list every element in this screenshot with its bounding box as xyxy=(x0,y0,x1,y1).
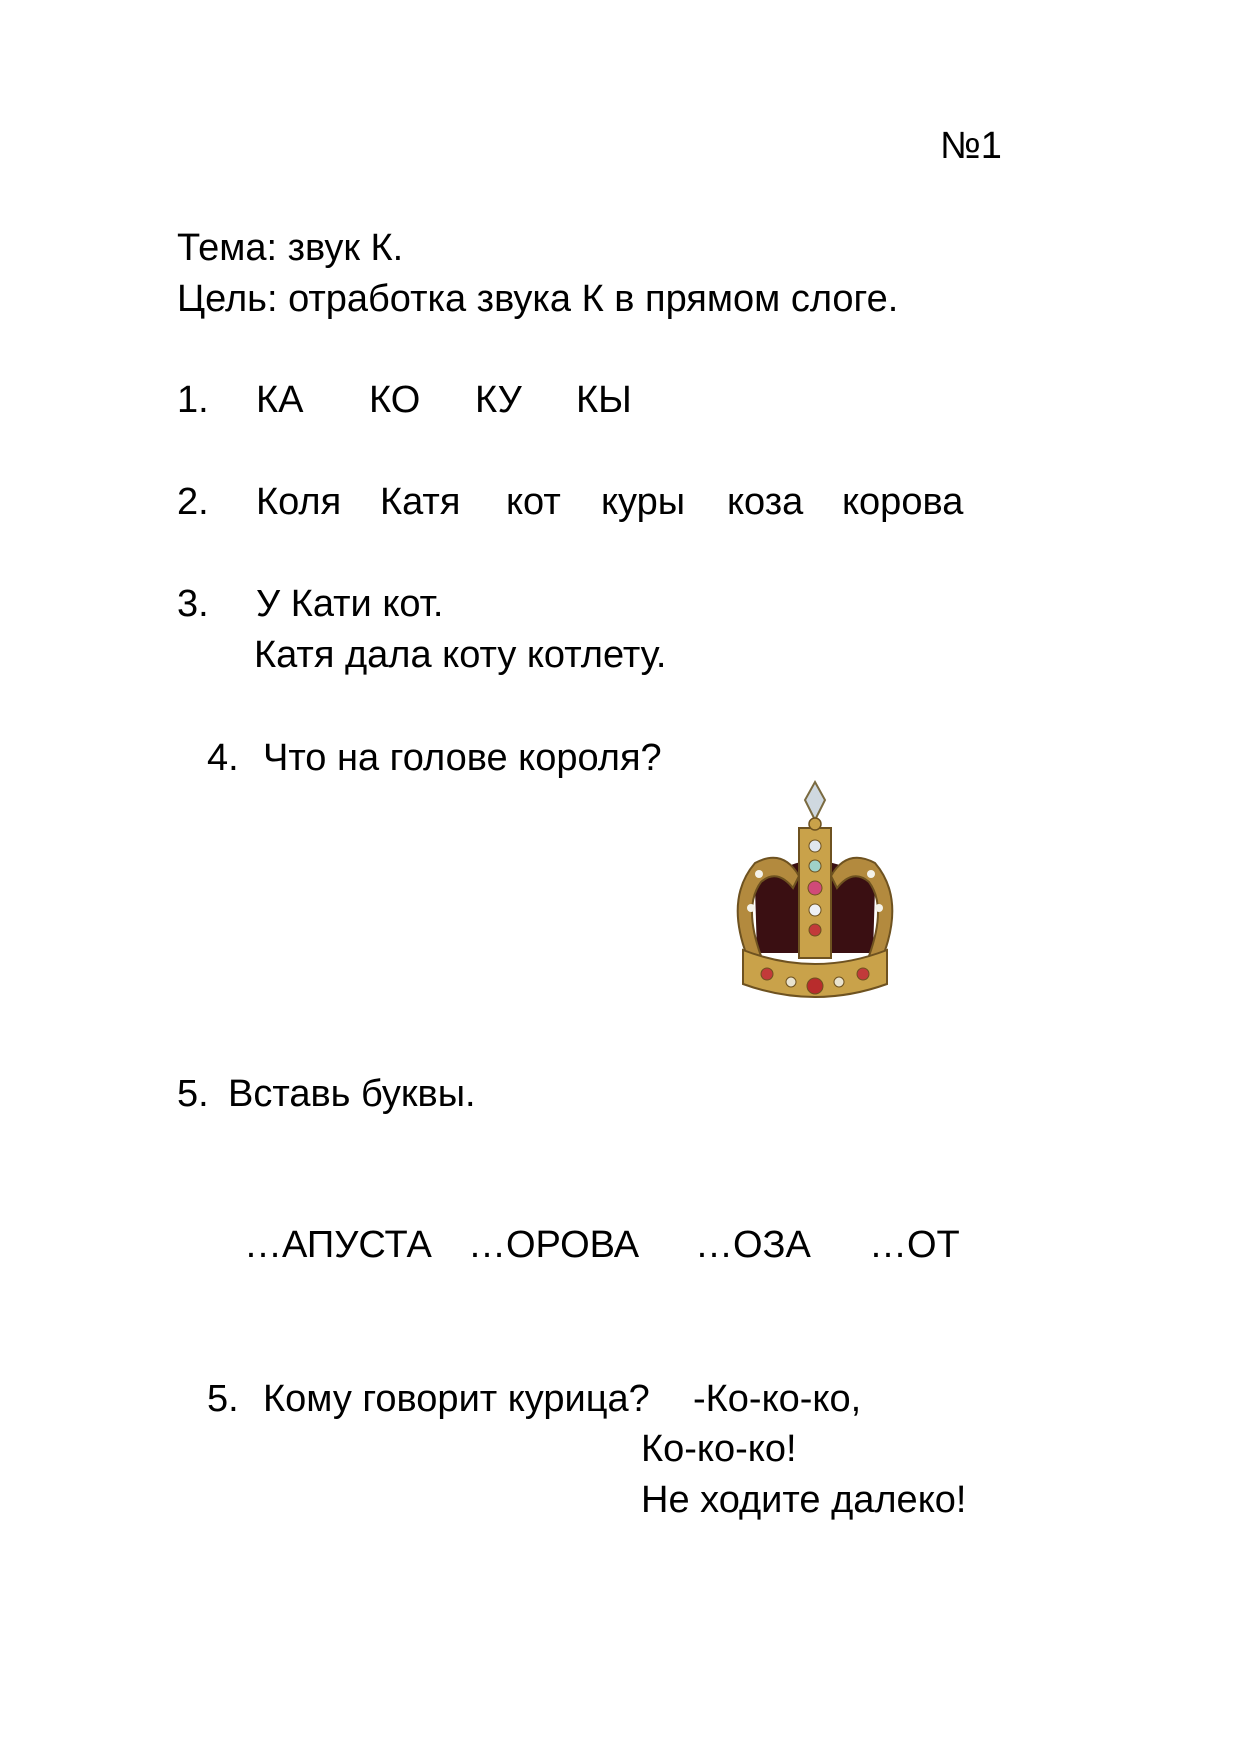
item-4-number: 4. xyxy=(207,737,239,779)
sentence-1: У Кати кот. xyxy=(256,583,444,625)
word: Коля xyxy=(256,481,342,523)
word: куры xyxy=(601,481,686,523)
sentence-2: Катя дала коту котлету. xyxy=(254,634,667,676)
poem-line-1: -Ко-ко-ко, xyxy=(693,1378,862,1420)
word: кот xyxy=(506,481,561,523)
page-number: №1 xyxy=(940,125,1002,167)
letter-blank-word: …ОЗА xyxy=(695,1224,811,1266)
crown-finial xyxy=(805,782,825,820)
crown-image xyxy=(715,778,915,1014)
word: корова xyxy=(842,481,964,523)
syllable: КУ xyxy=(475,379,522,421)
syllable: КЫ xyxy=(576,379,632,421)
syllable: КА xyxy=(256,379,304,421)
letter-blank-word: …ОРОВА xyxy=(468,1224,640,1266)
lesson-theme: Тема: звук К. xyxy=(177,227,404,269)
item-6-number: 5. xyxy=(207,1378,239,1420)
word: коза xyxy=(727,481,804,523)
item-6-question: Кому говорит курица? xyxy=(263,1378,650,1420)
syllable: КО xyxy=(369,379,421,421)
letter-blank-word: …ОТ xyxy=(869,1224,960,1266)
item-5-number: 5. xyxy=(177,1073,209,1115)
letter-blank-word: …АПУСТА xyxy=(244,1224,432,1266)
item-4-question: Что на голове короля? xyxy=(263,737,662,779)
item-1-number: 1. xyxy=(177,379,209,421)
item-2-number: 2. xyxy=(177,481,209,523)
item-5-text: Вставь буквы. xyxy=(228,1073,476,1115)
poem-line-2: Ко-ко-ко! xyxy=(641,1428,797,1470)
item-3-number: 3. xyxy=(177,583,209,625)
lesson-goal: Цель: отработка звука К в прямом слоге. xyxy=(177,278,899,320)
poem-line-3: Не ходите далеко! xyxy=(641,1479,967,1521)
word: Катя xyxy=(380,481,461,523)
